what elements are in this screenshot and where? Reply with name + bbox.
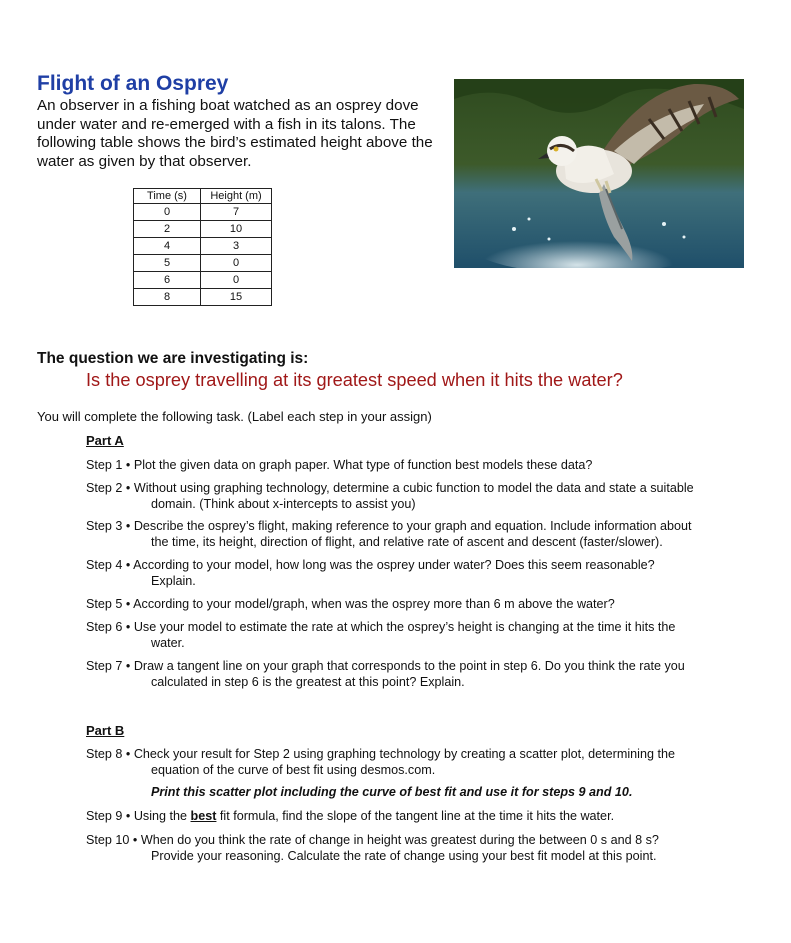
table-row	[134, 289, 272, 306]
best-emphasis: best	[190, 809, 217, 823]
step-line: Step 5 • According to your model/graph, when was the osprey more than 6 m above the water?	[86, 597, 615, 611]
question-label: The question we are investigating is:	[37, 350, 309, 367]
step-continuation: the time, its height, direction of flight, and relative rate of ascent and descent (faster/slower).	[151, 535, 663, 549]
table-cell: 8	[134, 289, 201, 306]
step-continuation: domain. (Think about x-intercepts to assist you)	[151, 497, 416, 511]
table-row	[134, 204, 272, 221]
table-cell: 3	[201, 238, 272, 255]
data-table	[133, 188, 272, 306]
table-cell: 5	[134, 255, 201, 272]
table-cell: 0	[134, 204, 201, 221]
step-8	[86, 746, 736, 778]
table-row	[134, 272, 272, 289]
table-cell: 6	[134, 272, 201, 289]
step-2	[86, 480, 736, 512]
task-intro: You will complete the following task. (Label each step in your assign)	[37, 409, 432, 424]
step-line: Step 8 • Check your result for Step 2 using graphing technology by creating a scatter plot, determining the	[86, 747, 675, 761]
table-header-time: Time (s)	[134, 189, 201, 204]
print-note: Print this scatter plot including the curve of best fit and use it for steps 9 and 10.	[151, 785, 633, 799]
step-9	[86, 808, 736, 824]
step-line: Step 7 • Draw a tangent line on your graph that corresponds to the point in step 6. Do you think the rate you	[86, 659, 685, 673]
intro-paragraph: An observer in a fishing boat watched as an osprey dove under water and re-emerged with a fish in its talons. The following table shows the bird’s estimated height above the water as given by that observer.	[37, 97, 433, 170]
step-line: Step 2 • Without using graphing technology, determine a cubic function to model the data and state a suitable	[86, 481, 694, 495]
table-row	[134, 221, 272, 238]
question-text: Is the osprey travelling at its greatest speed when it hits the water?	[86, 370, 623, 390]
step-1	[86, 457, 736, 473]
step-5	[86, 596, 736, 612]
table-cell: 7	[201, 204, 272, 221]
step-continuation: Provide your reasoning. Calculate the rate of change using your best fit model at this point.	[151, 849, 657, 863]
step-4	[86, 557, 736, 589]
step-continuation: calculated in step 6 is the greatest at this point? Explain.	[151, 675, 465, 689]
table-header-height: Height (m)	[201, 189, 272, 204]
step-3	[86, 518, 736, 550]
step-continuation: water.	[151, 636, 185, 650]
step-line: Step 6 • Use your model to estimate the rate at which the osprey’s height is changing at the time it hits the	[86, 620, 676, 634]
step-line: Step 1 • Plot the given data on graph paper. What type of function best models these data?	[86, 458, 593, 472]
table-cell: 10	[201, 221, 272, 238]
table-cell: 2	[134, 221, 201, 238]
step-10	[86, 832, 736, 864]
part-b-label: Part B	[86, 723, 125, 738]
table-cell: 0	[201, 272, 272, 289]
step-line-pre: Step 9 • Using the	[86, 809, 191, 823]
step-line: Step 4 • According to your model, how long was the osprey under water? Does this seem reasonable?	[86, 558, 655, 572]
part-a-label: Part A	[86, 433, 124, 448]
step-line: Step 3 • Describe the osprey’s flight, making reference to your graph and equation. Include information about	[86, 519, 692, 533]
osprey-photo	[454, 79, 744, 268]
step-7	[86, 658, 736, 690]
step-continuation: equation of the curve of best fit using desmos.com.	[151, 763, 436, 777]
step-continuation: Explain.	[151, 574, 196, 588]
table-cell: 4	[134, 238, 201, 255]
table-cell: 15	[201, 289, 272, 306]
osprey-illustration	[454, 79, 744, 268]
step-line-post: fit formula, find the slope of the tangent line at the time it hits the water.	[216, 809, 615, 823]
table-row	[134, 255, 272, 272]
table-row	[134, 238, 272, 255]
table-header-row	[134, 189, 272, 204]
table-cell: 0	[201, 255, 272, 272]
step-line: Step 10 • When do you think the rate of change in height was greatest during the between 0 s and 8 s?	[86, 833, 659, 847]
step-6	[86, 619, 736, 651]
page-title: Flight of an Osprey	[37, 72, 229, 95]
